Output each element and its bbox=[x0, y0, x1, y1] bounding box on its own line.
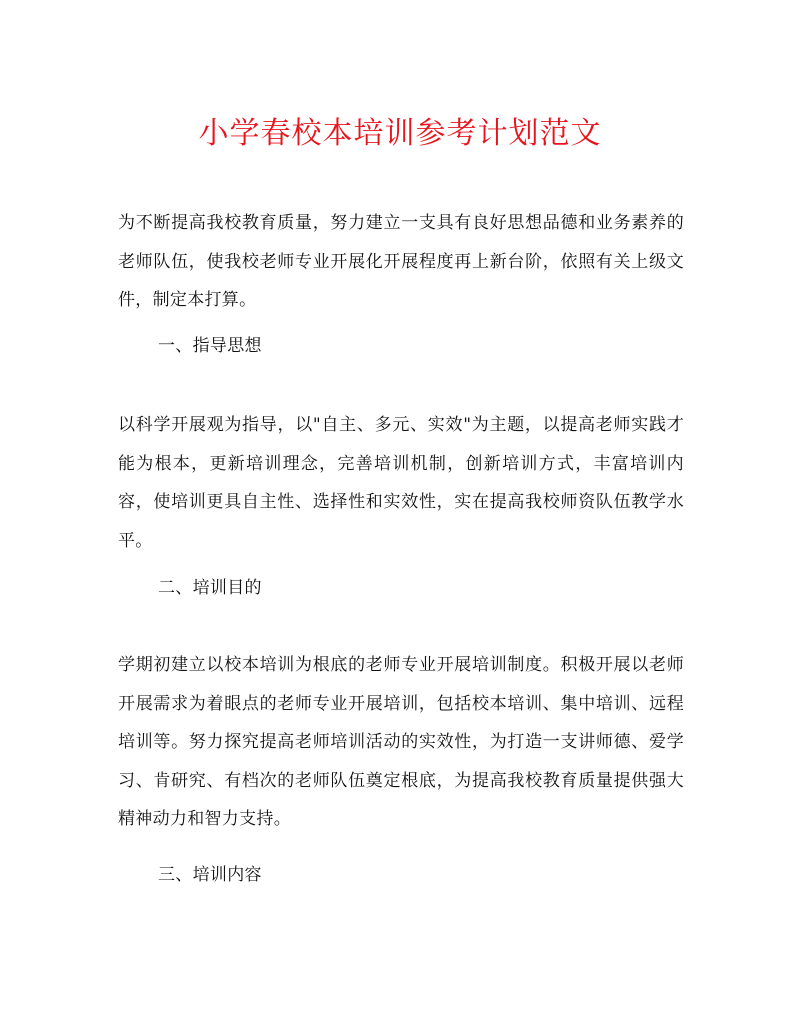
intro-paragraph: 为不断提高我校教育质量，努力建立一支具有良好思想品德和业务素养的老师队伍，使我校老师专业开展化开展程度再上新台阶，依照有关上级文件，制定本打算。 bbox=[118, 213, 684, 310]
section-body-guiding-ideology: 以科学开展观为指导，以"自主、多元、实效"为主题，以提高老师实践才能为根本，更新培训理念，完善培训机制，创新培训方式，丰富培训内容，使培训更具自主性、选择性和实效性，实在提高我校师资队伍教学水平。 bbox=[118, 415, 684, 551]
section-heading-training-content: 三、培训内容 bbox=[158, 865, 262, 885]
section-body-training-goal: 学期初建立以校本培训为根底的老师专业开展培训制度。积极开展以老师开展需求为着眼点的老师专业开展培训，包括校本培训、集中培训、远程培训等。努力探究提高老师培训活动的实效性，为打造一支讲师德、爱学习、肯研究、有档次的老师队伍奠定根底，为提高我校教育质量提供强大精神动力和智力支持。 bbox=[118, 655, 684, 829]
section-heading-guiding-ideology: 一、指导思想 bbox=[158, 336, 262, 356]
section-heading-training-goal: 二、培训目的 bbox=[158, 578, 262, 598]
document-title: 小学春校本培训参考计划范文 bbox=[198, 116, 602, 151]
